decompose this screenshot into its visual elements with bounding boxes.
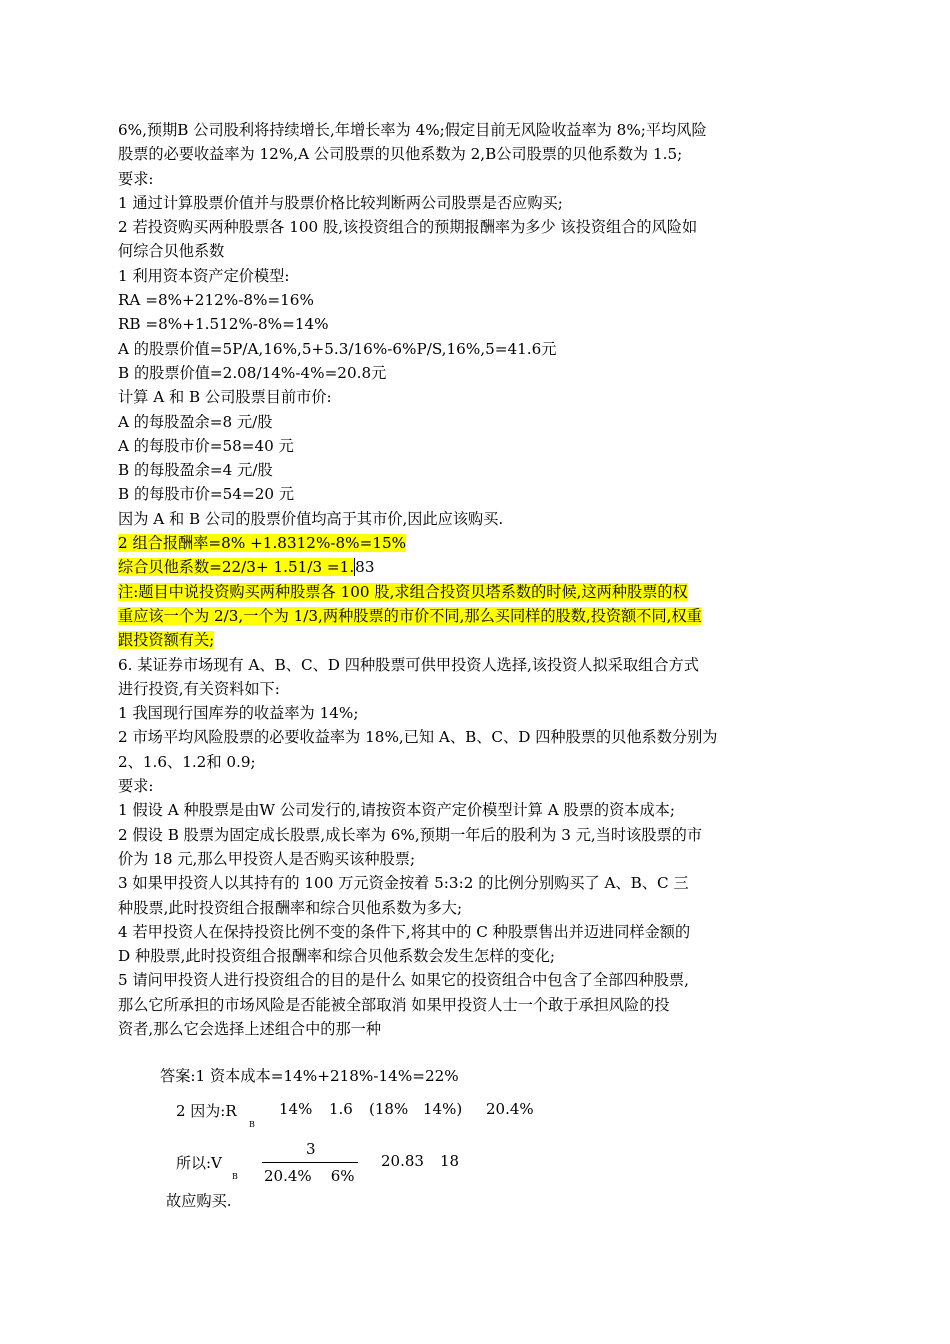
text-line: [118, 750, 834, 774]
fraction-bar: [262, 1162, 358, 1163]
formula-rb-subscript: B: [249, 1120, 255, 1129]
text-line-content: 计算 A 和 B 公司股票目前市价:: [118, 388, 332, 407]
text-line-content: 1 假设 A 种股票是由W 公司发行的,请按资本资产定价模型计算 A 股票的资本成本;: [118, 801, 675, 820]
text-line-content: 价为 18 元,那么甲投资人是否购买该种股票;: [118, 849, 416, 868]
formula-rb-term: 14%: [279, 1100, 313, 1118]
text-line: [118, 337, 834, 361]
text-line-content: D 种股票,此时投资组合报酬率和综合贝他系数会发生怎样的变化;: [118, 947, 556, 966]
formula-vb-prefix: 所以:V: [176, 1154, 222, 1172]
text-line: [118, 264, 834, 288]
document-body: [118, 118, 834, 1041]
text-line: [118, 385, 834, 409]
text-line: [118, 191, 834, 215]
text-line-content: 2、1.6、1.2和 0.9;: [118, 752, 256, 771]
text-line: [118, 920, 834, 944]
text-line: [118, 871, 834, 895]
text-line: [118, 434, 834, 458]
text-line-content: 要求:: [118, 777, 154, 796]
text-line: [118, 458, 834, 482]
text-line: [118, 774, 834, 798]
text-line-content: 2 市场平均风险股票的必要收益率为 18%,已知 A、B、C、D 四种股票的贝他系数分别为: [118, 728, 718, 747]
text-line-content: B 的每股市价=54=20 元: [118, 485, 295, 504]
text-line: [118, 823, 834, 847]
text-line: [118, 507, 834, 531]
text-line-content: 1 利用资本资产定价模型:: [118, 266, 290, 285]
text-line-content: 2 组合报酬率=8% +1.8312%-8%=15%: [118, 534, 407, 553]
formula-vb-subscript: B: [232, 1172, 238, 1181]
conclusion-line: 故应购买.: [166, 1192, 232, 1210]
text-line-content: 种股票,此时投资组合报酬率和综合贝他系数为多大;: [118, 898, 463, 917]
text-line-content: 进行投资,有关资料如下:: [118, 679, 280, 698]
formula-vb-numerator: 3: [306, 1140, 316, 1158]
text-line-content: 2 假设 B 股票为固定成长股票,成长率为 6%,预期一年后的股利为 3 元,当时该股票的市: [118, 825, 703, 844]
text-line: [118, 361, 834, 385]
text-line-content: 要求:: [118, 169, 154, 188]
text-line: [118, 653, 834, 677]
text-line-content: RB =8%+1.512%-8%=14%: [118, 315, 329, 334]
text-line: [118, 555, 834, 579]
formula-vb-term: 18: [440, 1152, 460, 1170]
text-line: [118, 142, 834, 166]
text-line: [118, 725, 834, 749]
text-line: [118, 580, 834, 604]
text-line: [118, 847, 834, 871]
text-line-content: 资者,那么它会选择上述组合中的那一种: [118, 1019, 382, 1038]
text-line: [118, 167, 834, 191]
text-line: [118, 288, 834, 312]
text-line: [118, 239, 834, 263]
text-line-content: 1 通过计算股票价值并与股票价格比较判断两公司股票是否应购买;: [118, 193, 563, 212]
text-line: [118, 215, 834, 239]
text-line: [118, 482, 834, 506]
text-line: [118, 531, 834, 555]
text-line: [118, 312, 834, 336]
text-line-content: 6%,预期B 公司股利将持续增长,年增长率为 4%;假定目前无风险收益率为 8%;平均风险: [118, 121, 707, 139]
text-line: [118, 628, 834, 652]
text-line-content: 股票的必要收益率为 12%,A 公司股票的贝他系数为 2,B公司股票的贝他系数为 1.5;: [118, 145, 683, 164]
text-line: [118, 944, 834, 968]
text-line: [118, 118, 834, 142]
text-line-content: A 的每股市价=58=40 元: [118, 436, 294, 455]
text-line-content: 5 请问甲投资人进行投资组合的目的是什么 如果它的投资组合中包含了全部四种股票,: [118, 971, 689, 990]
text-line-content: 2 若投资购买两种股票各 100 股,该投资组合的预期报酬率为多少 该投资组合的风险如: [118, 218, 698, 237]
text-line: [118, 604, 834, 628]
text-line: [118, 1017, 834, 1041]
formula-rb-result: 20.4%: [486, 1100, 534, 1118]
text-line-content: RA =8%+212%-8%=16%: [118, 291, 314, 310]
text-line-content: 因为 A 和 B 公司的股票价值均高于其市价,因此应该购买.: [118, 509, 504, 528]
text-line-content: 跟投资额有关;: [118, 631, 215, 650]
formula-rb-prefix: 2 因为:R: [176, 1102, 237, 1120]
formula-vb-denominator: 20.4% 6%: [264, 1167, 355, 1185]
text-line-content: 3 如果甲投资人以其持有的 100 万元资金按着 5:3:2 的比例分别购买了 A、B、C 三: [118, 874, 689, 893]
text-line-content: 4 若甲投资人在保持投资比例不变的条件下,将其中的 C 种股票售出并迈进同样金额的: [118, 922, 691, 941]
text-line-content: B 的股票价值=2.08/14%-4%=20.8元: [118, 363, 387, 382]
text-line-content: 综合贝他系数=22/3+ 1.51/3 =1.: [118, 558, 355, 577]
text-line-content: 重应该一个为 2/3,一个为 1/3,两种股票的市价不同,那么买同样的股数,投资额不同,权重: [118, 606, 702, 625]
text-line-content: B 的每股盈余=4 元/股: [118, 461, 273, 480]
text-line: [118, 798, 834, 822]
text-line: [118, 677, 834, 701]
text-line-content: 那么它所承担的市场风险是否能被全部取消 如果甲投资人士一个敢于承担风险的投: [118, 995, 670, 1014]
text-line: [118, 701, 834, 725]
text-line-tail: 83: [355, 558, 375, 577]
formula-rb-term: 1.6: [329, 1100, 353, 1118]
text-line: [118, 993, 834, 1017]
text-line-content: A 的每股盈余=8 元/股: [118, 412, 273, 431]
text-line: [118, 896, 834, 920]
text-line: [118, 410, 834, 434]
formula-rb-term: (18%: [369, 1100, 409, 1118]
formula-rb-term: 14%): [423, 1100, 463, 1118]
text-line-content: 6. 某证券市场现有 A、B、C、D 四种股票可供甲投资人选择,该投资人拟采取组合方式: [118, 655, 699, 674]
answer-line: 答案:1 资本成本=14%+218%-14%=22%: [160, 1067, 459, 1085]
text-line-content: 何综合贝他系数: [118, 242, 225, 261]
text-line-content: A 的股票价值=5P/A,16%,5+5.3/16%-6%P/S,16%,5=41.6元: [118, 339, 557, 358]
formula-vb-term: 20.83: [381, 1152, 424, 1170]
text-line-content: 注:题目中说投资购买两种股票各 100 股,求组合投资贝塔系数的时候,这两种股票的权: [118, 582, 688, 601]
text-line: [118, 968, 834, 992]
text-line-content: 1 我国现行国库券的收益率为 14%;: [118, 704, 359, 723]
